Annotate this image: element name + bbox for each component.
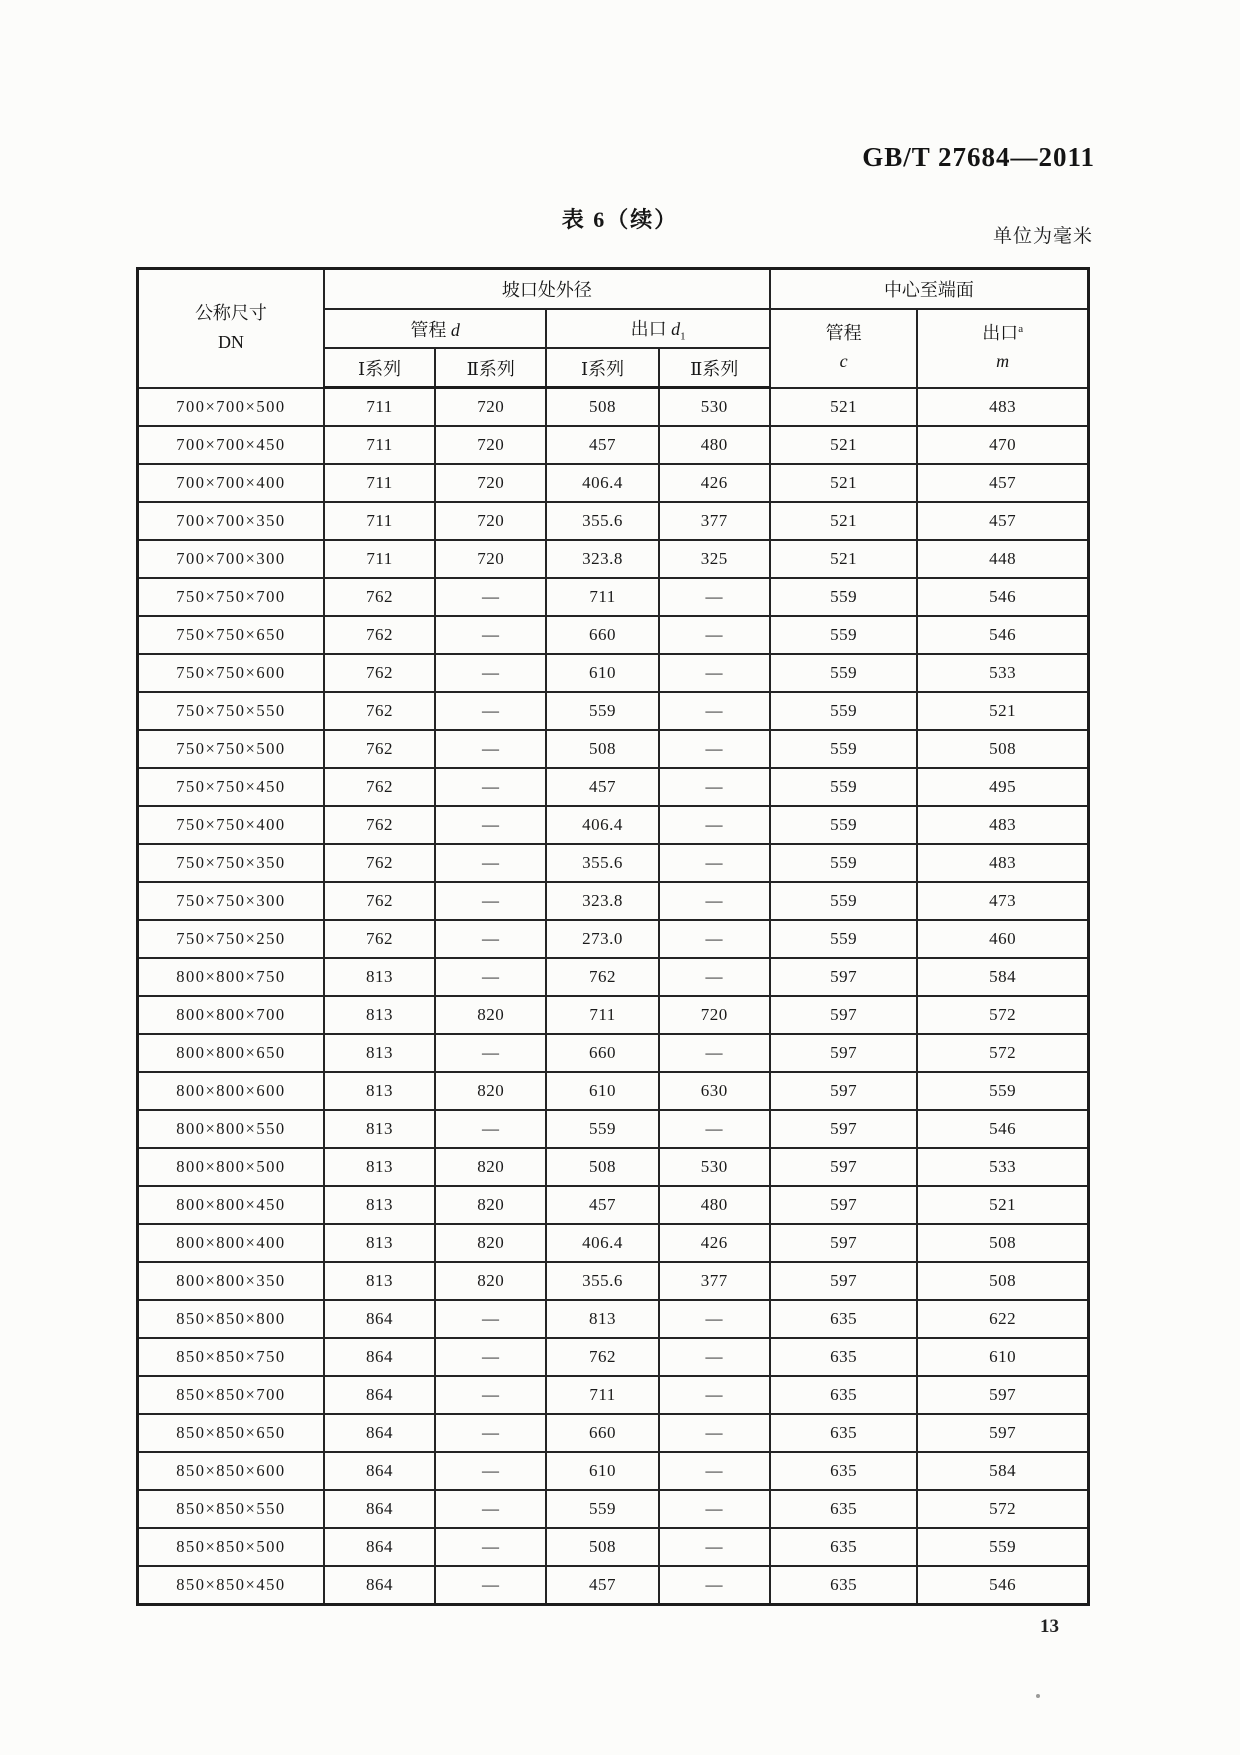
cell-nominal-size: 700×700×300 xyxy=(138,540,324,578)
cell-nominal-size: 850×850×450 xyxy=(138,1566,324,1605)
table-row xyxy=(138,1338,1089,1376)
cell-pipe-d-series2: — xyxy=(435,806,546,844)
cell-nominal-size: 800×800×750 xyxy=(138,958,324,996)
cell-nominal-size: 850×850×600 xyxy=(138,1452,324,1490)
cell-outlet-d1-series1: 355.6 xyxy=(546,1262,658,1300)
header-outlet-series2: Ⅱ系列 xyxy=(659,348,770,388)
cell-center-pipe-c: 521 xyxy=(770,388,917,427)
cell-outlet-d1-series1: 508 xyxy=(546,388,658,427)
cell-center-pipe-c: 635 xyxy=(770,1528,917,1566)
cell-outlet-d1-series1: 559 xyxy=(546,1110,658,1148)
cell-outlet-d1-series2: — xyxy=(659,768,770,806)
table-header xyxy=(138,269,1089,388)
header-outlet-series1: Ⅰ系列 xyxy=(546,348,658,388)
cell-pipe-d-series2: — xyxy=(435,578,546,616)
cell-center-pipe-c: 597 xyxy=(770,1072,917,1110)
table-row xyxy=(138,654,1089,692)
cell-outlet-d1-series1: 559 xyxy=(546,1490,658,1528)
cell-center-outlet-m: 559 xyxy=(917,1528,1088,1566)
cell-outlet-d1-series2: 530 xyxy=(659,388,770,427)
cell-outlet-d1-series1: 711 xyxy=(546,578,658,616)
cell-pipe-d-series1: 813 xyxy=(324,1072,435,1110)
cell-center-pipe-c: 597 xyxy=(770,996,917,1034)
cell-pipe-d-series1: 813 xyxy=(324,1148,435,1186)
cell-center-outlet-m: 483 xyxy=(917,806,1088,844)
cell-pipe-d-series1: 813 xyxy=(324,1186,435,1224)
cell-center-outlet-m: 610 xyxy=(917,1338,1088,1376)
cell-pipe-d-series1: 711 xyxy=(324,464,435,502)
cell-center-outlet-m: 508 xyxy=(917,1224,1088,1262)
cell-outlet-d1-series2: — xyxy=(659,730,770,768)
cell-center-pipe-c: 559 xyxy=(770,806,917,844)
cell-outlet-d1-series2: — xyxy=(659,1452,770,1490)
outlet-d1-symbol: d xyxy=(671,318,681,339)
cell-pipe-d-series1: 864 xyxy=(324,1414,435,1452)
cell-center-pipe-c: 521 xyxy=(770,464,917,502)
table-row xyxy=(138,502,1089,540)
cell-outlet-d1-series1: 660 xyxy=(546,1034,658,1072)
cell-outlet-d1-series1: 273.0 xyxy=(546,920,658,958)
header-center-outlet xyxy=(917,309,1088,388)
cell-center-pipe-c: 635 xyxy=(770,1338,917,1376)
cell-center-outlet-m: 546 xyxy=(917,1110,1088,1148)
header-pipe-d xyxy=(324,309,547,348)
cell-center-pipe-c: 559 xyxy=(770,692,917,730)
cell-outlet-d1-series1: 813 xyxy=(546,1300,658,1338)
table-row xyxy=(138,578,1089,616)
header-bevel-od-group: 坡口处外径 xyxy=(324,269,770,310)
cell-center-outlet-m: 584 xyxy=(917,958,1088,996)
cell-pipe-d-series2: — xyxy=(435,882,546,920)
cell-center-pipe-c: 559 xyxy=(770,654,917,692)
table-row xyxy=(138,768,1089,806)
cell-outlet-d1-series1: 610 xyxy=(546,654,658,692)
cell-outlet-d1-series1: 762 xyxy=(546,958,658,996)
cell-pipe-d-series1: 762 xyxy=(324,844,435,882)
table-row xyxy=(138,920,1089,958)
cell-pipe-d-series1: 711 xyxy=(324,426,435,464)
cell-center-outlet-m: 508 xyxy=(917,730,1088,768)
header-pipe-series1: Ⅰ系列 xyxy=(324,348,435,388)
cell-pipe-d-series2: 820 xyxy=(435,1148,546,1186)
cell-pipe-d-series2: — xyxy=(435,1566,546,1605)
cell-pipe-d-series2: 820 xyxy=(435,996,546,1034)
table-row xyxy=(138,1490,1089,1528)
cell-pipe-d-series2: 820 xyxy=(435,1262,546,1300)
cell-nominal-size: 750×750×300 xyxy=(138,882,324,920)
cell-center-outlet-m: 546 xyxy=(917,578,1088,616)
table-row xyxy=(138,1528,1089,1566)
table-row xyxy=(138,1224,1089,1262)
cell-pipe-d-series1: 864 xyxy=(324,1452,435,1490)
pipe-d-label: 管程 xyxy=(410,319,451,340)
table-row xyxy=(138,1186,1089,1224)
center-outlet-footnote-mark: a xyxy=(1018,323,1024,336)
table-row xyxy=(138,1034,1089,1072)
cell-outlet-d1-series1: 711 xyxy=(546,1376,658,1414)
cell-nominal-size: 850×850×700 xyxy=(138,1376,324,1414)
cell-outlet-d1-series1: 406.4 xyxy=(546,1224,658,1262)
cell-nominal-size: 800×800×700 xyxy=(138,996,324,1034)
header-center-to-end-group: 中心至端面 xyxy=(770,269,1089,310)
center-pipe-label: 管程 xyxy=(825,323,862,344)
cell-center-outlet-m: 584 xyxy=(917,1452,1088,1490)
cell-pipe-d-series2: — xyxy=(435,844,546,882)
cell-outlet-d1-series1: 711 xyxy=(546,996,658,1034)
cell-outlet-d1-series1: 457 xyxy=(546,768,658,806)
cell-center-outlet-m: 457 xyxy=(917,464,1088,502)
cell-nominal-size: 850×850×750 xyxy=(138,1338,324,1376)
cell-center-outlet-m: 533 xyxy=(917,1148,1088,1186)
cell-pipe-d-series1: 813 xyxy=(324,1224,435,1262)
cell-nominal-size: 700×700×500 xyxy=(138,388,324,427)
cell-center-pipe-c: 635 xyxy=(770,1414,917,1452)
cell-center-outlet-m: 495 xyxy=(917,768,1088,806)
cell-center-outlet-m: 546 xyxy=(917,616,1088,654)
cell-pipe-d-series1: 813 xyxy=(324,1034,435,1072)
cell-outlet-d1-series1: 323.8 xyxy=(546,882,658,920)
cell-center-pipe-c: 521 xyxy=(770,426,917,464)
cell-outlet-d1-series1: 762 xyxy=(546,1338,658,1376)
cell-outlet-d1-series1: 660 xyxy=(546,616,658,654)
cell-outlet-d1-series2: 426 xyxy=(659,1224,770,1262)
cell-pipe-d-series1: 864 xyxy=(324,1490,435,1528)
table-row xyxy=(138,996,1089,1034)
cell-center-pipe-c: 559 xyxy=(770,920,917,958)
cell-outlet-d1-series1: 508 xyxy=(546,1148,658,1186)
table-row xyxy=(138,882,1089,920)
cell-pipe-d-series2: — xyxy=(435,616,546,654)
cell-outlet-d1-series1: 406.4 xyxy=(546,464,658,502)
cell-center-pipe-c: 635 xyxy=(770,1300,917,1338)
cell-outlet-d1-series1: 457 xyxy=(546,1566,658,1605)
cell-outlet-d1-series2: — xyxy=(659,616,770,654)
cell-center-pipe-c: 635 xyxy=(770,1376,917,1414)
cell-center-pipe-c: 635 xyxy=(770,1566,917,1605)
cell-outlet-d1-series2: — xyxy=(659,692,770,730)
nominal-size-symbol: DN xyxy=(217,332,244,353)
dimension-table xyxy=(136,267,1090,1606)
cell-center-outlet-m: 533 xyxy=(917,654,1088,692)
cell-center-pipe-c: 559 xyxy=(770,882,917,920)
cell-outlet-d1-series1: 559 xyxy=(546,692,658,730)
cell-outlet-d1-series1: 508 xyxy=(546,730,658,768)
cell-center-outlet-m: 470 xyxy=(917,426,1088,464)
cell-center-outlet-m: 559 xyxy=(917,1072,1088,1110)
header-pipe-series2: Ⅱ系列 xyxy=(435,348,546,388)
cell-nominal-size: 750×750×250 xyxy=(138,920,324,958)
cell-pipe-d-series2: — xyxy=(435,1034,546,1072)
cell-center-outlet-m: 457 xyxy=(917,502,1088,540)
cell-outlet-d1-series2: — xyxy=(659,1034,770,1072)
cell-nominal-size: 700×700×450 xyxy=(138,426,324,464)
table-row xyxy=(138,1300,1089,1338)
cell-nominal-size: 750×750×350 xyxy=(138,844,324,882)
cell-pipe-d-series1: 864 xyxy=(324,1528,435,1566)
cell-center-pipe-c: 521 xyxy=(770,502,917,540)
cell-nominal-size: 750×750×400 xyxy=(138,806,324,844)
table-row xyxy=(138,1148,1089,1186)
cell-outlet-d1-series2: 426 xyxy=(659,464,770,502)
cell-center-pipe-c: 597 xyxy=(770,1034,917,1072)
cell-nominal-size: 750×750×600 xyxy=(138,654,324,692)
cell-pipe-d-series2: — xyxy=(435,958,546,996)
cell-outlet-d1-series2: — xyxy=(659,1528,770,1566)
cell-pipe-d-series2: — xyxy=(435,1338,546,1376)
cell-pipe-d-series1: 864 xyxy=(324,1300,435,1338)
cell-center-outlet-m: 521 xyxy=(917,1186,1088,1224)
cell-center-outlet-m: 572 xyxy=(917,1490,1088,1528)
standard-number: GB/T 27684—2011 xyxy=(862,142,1095,172)
cell-center-pipe-c: 559 xyxy=(770,616,917,654)
cell-outlet-d1-series1: 508 xyxy=(546,1528,658,1566)
table-row xyxy=(138,1376,1089,1414)
table-row xyxy=(138,616,1089,654)
cell-center-outlet-m: 483 xyxy=(917,388,1088,427)
cell-center-pipe-c: 635 xyxy=(770,1452,917,1490)
cell-nominal-size: 700×700×350 xyxy=(138,502,324,540)
table-row xyxy=(138,426,1089,464)
table-row xyxy=(138,1262,1089,1300)
cell-nominal-size: 800×800×550 xyxy=(138,1110,324,1148)
cell-outlet-d1-series2: 377 xyxy=(659,502,770,540)
cell-outlet-d1-series1: 660 xyxy=(546,1414,658,1452)
cell-pipe-d-series2: — xyxy=(435,1110,546,1148)
cell-center-outlet-m: 597 xyxy=(917,1414,1088,1452)
cell-pipe-d-series2: 720 xyxy=(435,464,546,502)
outlet-d1-label: 出口 xyxy=(630,318,672,339)
cell-pipe-d-series1: 762 xyxy=(324,616,435,654)
cell-outlet-d1-series2: 530 xyxy=(659,1148,770,1186)
page-number: 13 xyxy=(1040,1616,1059,1637)
table-row xyxy=(138,1110,1089,1148)
cell-pipe-d-series1: 813 xyxy=(324,1262,435,1300)
cell-nominal-size: 850×850×800 xyxy=(138,1300,324,1338)
cell-nominal-size: 800×800×500 xyxy=(138,1148,324,1186)
cell-nominal-size: 800×800×450 xyxy=(138,1186,324,1224)
cell-pipe-d-series2: — xyxy=(435,730,546,768)
cell-outlet-d1-series2: 720 xyxy=(659,996,770,1034)
cell-center-outlet-m: 508 xyxy=(917,1262,1088,1300)
header-center-pipe xyxy=(770,309,917,388)
cell-nominal-size: 700×700×400 xyxy=(138,464,324,502)
center-pipe-symbol: c xyxy=(839,351,848,372)
unit-note: 单位为毫米 xyxy=(992,226,1093,247)
table-row xyxy=(138,464,1089,502)
cell-center-outlet-m: 448 xyxy=(917,540,1088,578)
cell-pipe-d-series2: — xyxy=(435,1414,546,1452)
cell-pipe-d-series2: 720 xyxy=(435,388,546,427)
cell-center-pipe-c: 597 xyxy=(770,1110,917,1148)
cell-center-outlet-m: 546 xyxy=(917,1566,1088,1605)
cell-outlet-d1-series2: — xyxy=(659,882,770,920)
cell-outlet-d1-series2: — xyxy=(659,806,770,844)
cell-pipe-d-series2: 720 xyxy=(435,540,546,578)
center-outlet-label: 出口 xyxy=(982,323,1019,344)
cell-pipe-d-series1: 762 xyxy=(324,692,435,730)
cell-outlet-d1-series2: — xyxy=(659,1376,770,1414)
cell-nominal-size: 750×750×500 xyxy=(138,730,324,768)
cell-pipe-d-series2: — xyxy=(435,1300,546,1338)
table-row xyxy=(138,1072,1089,1110)
cell-center-outlet-m: 572 xyxy=(917,1034,1088,1072)
cell-pipe-d-series1: 762 xyxy=(324,654,435,692)
cell-center-pipe-c: 559 xyxy=(770,768,917,806)
cell-outlet-d1-series2: 325 xyxy=(659,540,770,578)
cell-center-pipe-c: 559 xyxy=(770,844,917,882)
cell-center-pipe-c: 597 xyxy=(770,1148,917,1186)
cell-center-outlet-m: 483 xyxy=(917,844,1088,882)
header-nominal-size xyxy=(138,269,324,388)
center-outlet-symbol: m xyxy=(996,351,1010,372)
cell-nominal-size: 750×750×450 xyxy=(138,768,324,806)
cell-center-pipe-c: 597 xyxy=(770,1186,917,1224)
cell-pipe-d-series2: — xyxy=(435,768,546,806)
cell-center-outlet-m: 597 xyxy=(917,1376,1088,1414)
cell-pipe-d-series1: 711 xyxy=(324,388,435,427)
cell-center-pipe-c: 635 xyxy=(770,1490,917,1528)
table-row xyxy=(138,844,1089,882)
cell-pipe-d-series1: 711 xyxy=(324,540,435,578)
cell-outlet-d1-series1: 323.8 xyxy=(546,540,658,578)
cell-pipe-d-series2: 820 xyxy=(435,1224,546,1262)
cell-center-pipe-c: 597 xyxy=(770,958,917,996)
table-row xyxy=(138,806,1089,844)
table-body xyxy=(138,388,1089,1605)
cell-nominal-size: 800×800×350 xyxy=(138,1262,324,1300)
cell-outlet-d1-series2: 377 xyxy=(659,1262,770,1300)
pipe-d-symbol: d xyxy=(450,319,460,340)
cell-outlet-d1-series2: — xyxy=(659,1414,770,1452)
nominal-size-label: 公称尺寸 xyxy=(194,302,267,323)
cell-outlet-d1-series2: — xyxy=(659,920,770,958)
cell-outlet-d1-series2: — xyxy=(659,654,770,692)
cell-outlet-d1-series1: 610 xyxy=(546,1072,658,1110)
header-row-groups xyxy=(138,269,1089,310)
cell-pipe-d-series2: — xyxy=(435,654,546,692)
cell-nominal-size: 800×800×400 xyxy=(138,1224,324,1262)
cell-pipe-d-series1: 762 xyxy=(324,920,435,958)
cell-center-outlet-m: 473 xyxy=(917,882,1088,920)
cell-center-pipe-c: 597 xyxy=(770,1224,917,1262)
cell-pipe-d-series2: 720 xyxy=(435,502,546,540)
table-row xyxy=(138,692,1089,730)
cell-pipe-d-series2: — xyxy=(435,692,546,730)
cell-nominal-size: 750×750×650 xyxy=(138,616,324,654)
cell-pipe-d-series2: — xyxy=(435,1452,546,1490)
cell-nominal-size: 750×750×700 xyxy=(138,578,324,616)
cell-pipe-d-series1: 813 xyxy=(324,958,435,996)
cell-pipe-d-series2: 720 xyxy=(435,426,546,464)
cell-pipe-d-series2: 820 xyxy=(435,1072,546,1110)
cell-pipe-d-series1: 813 xyxy=(324,996,435,1034)
table-title: 表 6（续） xyxy=(561,207,679,232)
cell-pipe-d-series1: 762 xyxy=(324,578,435,616)
cell-pipe-d-series1: 864 xyxy=(324,1566,435,1605)
cell-outlet-d1-series1: 355.6 xyxy=(546,844,658,882)
cell-outlet-d1-series1: 610 xyxy=(546,1452,658,1490)
cell-outlet-d1-series1: 355.6 xyxy=(546,502,658,540)
cell-outlet-d1-series2: — xyxy=(659,1490,770,1528)
cell-outlet-d1-series2: — xyxy=(659,1300,770,1338)
table-row xyxy=(138,1452,1089,1490)
table-row xyxy=(138,388,1089,427)
outlet-d1-subscript: 1 xyxy=(680,330,686,343)
cell-pipe-d-series2: — xyxy=(435,1490,546,1528)
cell-nominal-size: 750×750×550 xyxy=(138,692,324,730)
cell-outlet-d1-series2: 480 xyxy=(659,426,770,464)
cell-pipe-d-series1: 813 xyxy=(324,1110,435,1148)
cell-nominal-size: 850×850×550 xyxy=(138,1490,324,1528)
cell-nominal-size: 800×800×650 xyxy=(138,1034,324,1072)
table-row xyxy=(138,1566,1089,1605)
cell-center-outlet-m: 521 xyxy=(917,692,1088,730)
cell-outlet-d1-series2: — xyxy=(659,1338,770,1376)
cell-pipe-d-series1: 762 xyxy=(324,806,435,844)
table-row xyxy=(138,1414,1089,1452)
cell-pipe-d-series2: 820 xyxy=(435,1186,546,1224)
cell-pipe-d-series1: 864 xyxy=(324,1376,435,1414)
cell-center-pipe-c: 559 xyxy=(770,730,917,768)
cell-outlet-d1-series1: 457 xyxy=(546,426,658,464)
cell-nominal-size: 850×850×650 xyxy=(138,1414,324,1452)
cell-outlet-d1-series2: 630 xyxy=(659,1072,770,1110)
cell-outlet-d1-series2: — xyxy=(659,578,770,616)
cell-pipe-d-series1: 711 xyxy=(324,502,435,540)
scan-artifact-dot xyxy=(1036,1694,1040,1698)
cell-outlet-d1-series1: 457 xyxy=(546,1186,658,1224)
cell-outlet-d1-series2: — xyxy=(659,1566,770,1605)
cell-outlet-d1-series2: — xyxy=(659,958,770,996)
cell-center-outlet-m: 460 xyxy=(917,920,1088,958)
cell-nominal-size: 850×850×500 xyxy=(138,1528,324,1566)
cell-pipe-d-series2: — xyxy=(435,1528,546,1566)
table-row xyxy=(138,958,1089,996)
cell-outlet-d1-series2: 480 xyxy=(659,1186,770,1224)
cell-outlet-d1-series2: — xyxy=(659,1110,770,1148)
table-row xyxy=(138,730,1089,768)
cell-pipe-d-series1: 762 xyxy=(324,768,435,806)
cell-center-pipe-c: 559 xyxy=(770,578,917,616)
cell-pipe-d-series1: 762 xyxy=(324,882,435,920)
cell-pipe-d-series1: 864 xyxy=(324,1338,435,1376)
cell-pipe-d-series1: 762 xyxy=(324,730,435,768)
cell-outlet-d1-series1: 406.4 xyxy=(546,806,658,844)
cell-center-outlet-m: 622 xyxy=(917,1300,1088,1338)
cell-outlet-d1-series2: — xyxy=(659,844,770,882)
header-outlet-d1 xyxy=(546,309,769,348)
cell-center-outlet-m: 572 xyxy=(917,996,1088,1034)
cell-nominal-size: 800×800×600 xyxy=(138,1072,324,1110)
cell-pipe-d-series2: — xyxy=(435,920,546,958)
cell-pipe-d-series2: — xyxy=(435,1376,546,1414)
cell-center-pipe-c: 521 xyxy=(770,540,917,578)
cell-center-pipe-c: 597 xyxy=(770,1262,917,1300)
table-row xyxy=(138,540,1089,578)
